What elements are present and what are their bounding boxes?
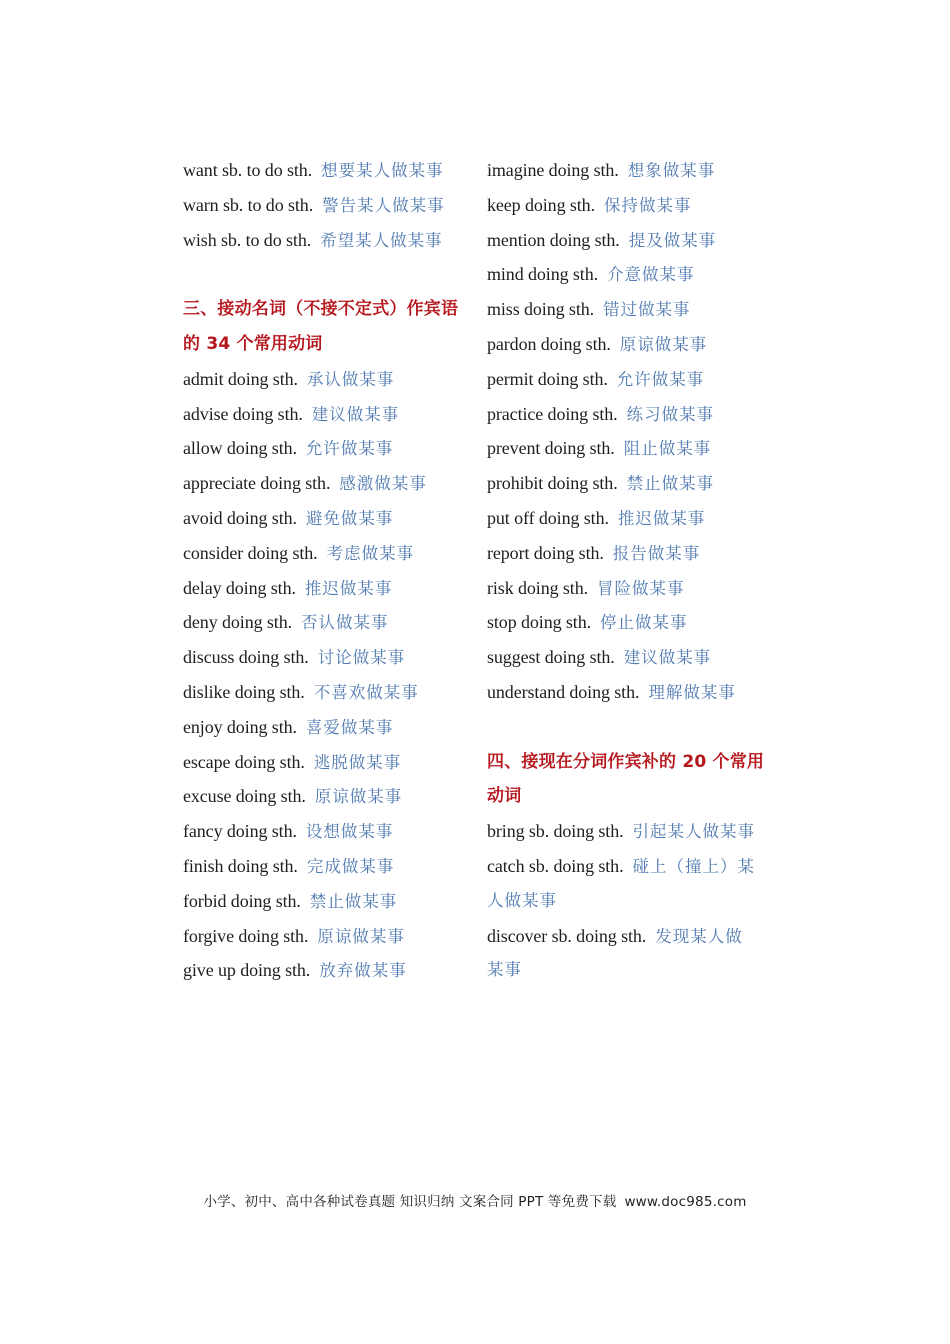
phrase-english: report doing sth.	[487, 542, 604, 563]
phrase-chinese: 引起某人做某事	[632, 822, 756, 842]
phrase-chinese: 介意做某事	[607, 265, 695, 285]
phrase-row	[487, 466, 777, 501]
phrase-chinese-continuation: 某事	[487, 960, 522, 980]
phrase-chinese: 原谅做某事	[317, 926, 405, 946]
phrase-english: wish sb. to do sth.	[183, 229, 312, 250]
phrase-row	[183, 397, 473, 432]
phrase-row	[487, 153, 777, 188]
phrase-row	[183, 953, 473, 988]
phrase-chinese: 逃脱做某事	[313, 752, 402, 772]
section-heading-gerund-cont: 的 34 个常用动词	[183, 333, 323, 354]
phrase-english: discuss doing sth.	[183, 647, 309, 668]
phrase-english: deny doing sth.	[183, 612, 292, 633]
phrase-row	[183, 571, 473, 606]
phrase-row	[183, 640, 473, 675]
section-heading-participle: 四、接现在分词作宾补的 20 个常用	[487, 751, 765, 772]
phrase-chinese: 发现某人做	[655, 926, 743, 946]
phrase-english: enjoy doing sth.	[183, 716, 297, 737]
phrase-english: excuse doing sth.	[183, 786, 306, 807]
phrase-english: fancy doing sth.	[183, 821, 297, 842]
footer-text: 小学、初中、高中各种试卷真题 知识归纳 文案合同 PPT 等免费下载	[203, 1194, 617, 1210]
phrase-english: appreciate doing sth.	[183, 473, 331, 494]
phrase-chinese: 希望某人做某事	[320, 230, 443, 250]
phrase-chinese-continuation: 人做某事	[487, 890, 557, 910]
phrase-chinese: 错过做某事	[603, 300, 691, 320]
section-heading-participle-cont: 动词	[487, 786, 522, 807]
phrase-row	[183, 605, 473, 640]
phrase-row	[183, 779, 473, 814]
phrase-chinese: 冒险做某事	[597, 578, 685, 598]
phrase-english: imagine doing sth.	[487, 160, 619, 180]
page-footer	[0, 1190, 950, 1210]
phrase-english: risk doing sth.	[487, 577, 589, 598]
phrase-chinese: 允许做某事	[305, 439, 394, 459]
phrase-english: stop doing sth.	[487, 612, 592, 633]
phrase-row	[183, 675, 473, 710]
phrase-row	[487, 501, 777, 536]
phrase-chinese: 理解做某事	[648, 682, 736, 702]
phrase-chinese: 避免做某事	[305, 508, 394, 528]
phrase-chinese: 允许做某事	[616, 369, 705, 389]
phrase-english: mention doing sth.	[487, 229, 620, 250]
phrase-row	[487, 223, 777, 258]
phrase-english: dislike doing sth.	[183, 681, 305, 702]
phrase-row	[487, 814, 777, 849]
phrase-chinese: 喜爱做某事	[305, 717, 394, 737]
phrase-chinese: 推迟做某事	[304, 578, 393, 598]
phrase-chinese: 练习做某事	[626, 404, 715, 424]
phrase-row	[487, 292, 777, 327]
phrase-row	[183, 710, 473, 745]
footer-url: www.doc985.com	[624, 1194, 747, 1210]
phrase-chinese: 碰上（撞上）某	[632, 856, 755, 876]
phrase-row	[183, 814, 473, 849]
phrase-english: give up doing sth.	[183, 960, 311, 981]
phrase-english: admit doing sth.	[183, 368, 298, 389]
phrase-row	[183, 188, 473, 223]
phrase-english: warn sb. to do sth.	[183, 194, 314, 215]
phrase-english: delay doing sth.	[183, 577, 296, 598]
phrase-english: consider doing sth.	[183, 542, 318, 563]
phrase-chinese: 想象做某事	[627, 161, 716, 180]
phrase-english: forgive doing sth.	[183, 925, 309, 946]
phrase-chinese: 原谅做某事	[314, 787, 403, 807]
phrase-row	[487, 571, 777, 606]
phrase-row	[183, 501, 473, 536]
phrase-chinese: 否认做某事	[301, 613, 389, 633]
phrase-chinese: 放弃做某事	[319, 961, 407, 981]
phrase-row	[183, 362, 473, 397]
phrase-chinese: 警告某人做某事	[322, 195, 445, 215]
phrase-english: advise doing sth.	[183, 403, 303, 424]
phrase-row	[183, 431, 473, 466]
right-column	[487, 153, 777, 988]
phrase-english: discover sb. doing sth.	[487, 925, 647, 946]
phrase-chinese: 承认做某事	[306, 369, 395, 389]
phrase-row	[487, 257, 777, 292]
phrase-english: pardon doing sth.	[487, 333, 611, 354]
phrase-chinese: 考虑做某事	[326, 543, 415, 563]
phrase-row	[183, 466, 473, 501]
phrase-row	[183, 919, 473, 954]
phrase-english: finish doing sth.	[183, 855, 298, 876]
phrase-chinese: 推迟做某事	[617, 508, 706, 528]
phrase-row	[487, 640, 777, 675]
phrase-chinese: 阻止做某事	[623, 439, 712, 459]
phrase-row	[183, 884, 473, 919]
phrase-row	[487, 919, 777, 954]
phrase-row	[487, 675, 777, 710]
phrase-chinese: 建议做某事	[623, 648, 712, 668]
spacer	[487, 710, 777, 745]
phrase-row	[487, 605, 777, 640]
phrase-row	[487, 397, 777, 432]
phrase-row	[183, 536, 473, 571]
phrase-english: want sb. to do sth.	[183, 160, 313, 180]
phrase-chinese: 想要某人做某事	[321, 161, 444, 180]
phrase-chinese: 讨论做某事	[317, 648, 406, 668]
phrase-english: allow doing sth.	[183, 438, 297, 459]
section-heading-gerund: 三、接动名词（不接不定式）作宾语	[183, 299, 459, 320]
phrase-row	[487, 849, 777, 884]
phrase-row	[487, 362, 777, 397]
phrase-row	[487, 431, 777, 466]
phrase-chinese: 禁止做某事	[309, 891, 398, 911]
phrase-row	[487, 188, 777, 223]
phrase-row	[487, 536, 777, 571]
phrase-english: avoid doing sth.	[183, 507, 297, 528]
phrase-english: miss doing sth.	[487, 299, 595, 320]
phrase-chinese: 保持做某事	[604, 195, 692, 215]
phrase-chinese: 提及做某事	[628, 230, 717, 250]
phrase-english: keep doing sth.	[487, 194, 595, 215]
phrase-chinese: 停止做某事	[600, 613, 688, 633]
phrase-chinese: 原谅做某事	[619, 334, 708, 354]
phrase-english: catch sb. doing sth.	[487, 855, 624, 876]
phrase-chinese: 完成做某事	[306, 856, 395, 876]
phrase-english: put off doing sth.	[487, 507, 609, 528]
phrase-english: forbid doing sth.	[183, 890, 301, 911]
phrase-english: prohibit doing sth.	[487, 473, 618, 494]
phrase-chinese: 禁止做某事	[626, 474, 715, 494]
phrase-chinese: 建议做某事	[311, 404, 400, 424]
phrase-english: suggest doing sth.	[487, 647, 615, 668]
phrase-row	[183, 153, 473, 188]
phrase-english: understand doing sth.	[487, 681, 640, 702]
phrase-english: escape doing sth.	[183, 751, 305, 772]
phrase-row	[183, 849, 473, 884]
phrase-english: permit doing sth.	[487, 368, 608, 389]
phrase-row	[487, 327, 777, 362]
phrase-chinese: 不喜欢做某事	[313, 682, 419, 702]
phrase-row	[183, 745, 473, 780]
phrase-chinese: 感激做某事	[339, 474, 427, 494]
spacer	[183, 257, 473, 292]
phrase-chinese: 设想做某事	[305, 822, 394, 842]
left-column	[183, 153, 473, 988]
phrase-row	[183, 223, 473, 258]
phrase-chinese: 报告做某事	[612, 543, 701, 563]
phrase-english: bring sb. doing sth.	[487, 821, 624, 842]
phrase-english: mind doing sth.	[487, 264, 599, 285]
phrase-english: prevent doing sth.	[487, 438, 615, 459]
phrase-english: practice doing sth.	[487, 403, 618, 424]
